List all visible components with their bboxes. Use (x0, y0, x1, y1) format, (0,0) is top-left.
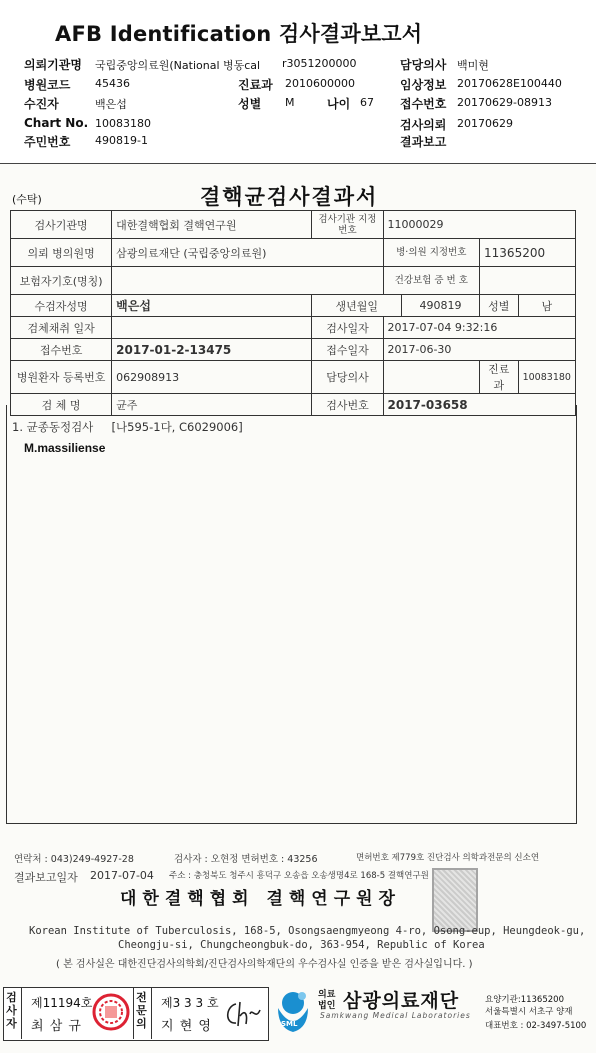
table-label: 검 체 명 (11, 394, 112, 416)
header-label: 검사의뢰 (400, 118, 447, 132)
table-value: 490819 (402, 295, 480, 317)
tester-license: 제11194호 (31, 996, 93, 1010)
table-value: 균주 (112, 394, 312, 416)
tester-seal-icon (91, 992, 131, 1032)
header-label: 수진자 (24, 97, 59, 111)
table-label: 검사기관명 (11, 211, 112, 239)
report-title: 결핵균검사결과서 (200, 184, 379, 209)
table-row (11, 339, 576, 361)
table-value (383, 361, 480, 394)
table-value: 남 (518, 295, 575, 317)
header-value: r3051200000 (282, 57, 357, 70)
table-row (11, 267, 576, 295)
header-label: 병원코드 (24, 78, 71, 92)
table-label: 접수번호 (11, 339, 112, 361)
contact-text: 연락처 : 043)249-4927-28 (14, 854, 134, 865)
specialist-license: 제3 3 3 호 (161, 996, 219, 1010)
table-label: 담당의사 (312, 361, 383, 394)
page-title: AFB Identification 검사결과보고서 (55, 22, 423, 46)
report-date: 2017-07-04 (90, 869, 154, 882)
header-value: 백은섭 (95, 98, 127, 111)
table-label: 성별 (480, 295, 519, 317)
company-info-phone: 대표번호 : 02-3497-5100 (485, 1021, 587, 1031)
header-value: 20170628E100440 (457, 77, 562, 90)
table-label: 수검자성명 (11, 295, 112, 317)
header-label: 진료과 (238, 78, 273, 92)
header-value: 67 (360, 96, 374, 109)
sml-logo-text: SML (281, 1020, 298, 1028)
result-test-line: 1. 균종동정검사 [나595-1다, C6029006] (12, 420, 243, 434)
header-label: 성별 (238, 97, 262, 111)
header-value: 20170629-08913 (457, 96, 552, 109)
address-short: 주소 : 충청북도 청주시 흥덕구 오송읍 오송생명4로 168-5 결핵연구원 (169, 871, 429, 881)
signature-scribble-icon (222, 996, 264, 1032)
table-value: 2017-07-04 9:32:16 (383, 317, 576, 339)
table-row (11, 361, 576, 394)
table-label: 보험자기호(명칭) (11, 267, 112, 295)
company-name: 삼광의료재단 (343, 990, 460, 1012)
institute-name: 대한결핵협회 결핵연구원장 (120, 889, 401, 909)
tester-name: 최 삼 규 (31, 1019, 82, 1034)
header-label: 결과보고 (400, 135, 447, 149)
table-value: 10083180 (518, 361, 575, 394)
table-value: 2017-01-2-13475 (112, 339, 312, 361)
table-value (112, 267, 383, 295)
table-label: 진료과 (480, 361, 519, 394)
table-label: 병·의원 지정번호 (383, 239, 480, 267)
table-row (11, 295, 576, 317)
company-english: Samkwang Medical Laboratories (320, 1011, 471, 1020)
english-address-line1: Korean Institute of Tuberculosis, 168-5, Osongsaengmyeong 4-ro, Osong-eup, Heungdeok-gu, (29, 925, 586, 937)
certification-note: ( 본 검사실은 대한진단검사의학회/진단검사의학재단의 우수검사실 인증을 받은 검사실입니다. ) (56, 959, 473, 970)
header-label: 나이 (327, 97, 351, 111)
table-label: 건강보험 증 번 호 (383, 267, 480, 295)
header-value: 2010600000 (285, 77, 355, 90)
divider (21, 987, 22, 1039)
divider (133, 987, 134, 1039)
table-value: 11365200 (480, 239, 576, 267)
table-row (11, 239, 576, 267)
header-value: 20170629 (457, 117, 513, 130)
table-label: 검사일자 (312, 317, 383, 339)
table-value (480, 267, 576, 295)
header-value: 10083180 (95, 117, 151, 130)
table-value: 대한결핵협회 결핵연구원 (112, 211, 312, 239)
header-value: 490819-1 (95, 134, 148, 147)
table-value: 2017-06-30 (383, 339, 576, 361)
consignment-label: (수탁) (12, 193, 42, 206)
table-label: 검체채취 일자 (11, 317, 112, 339)
company-prefix: 의료법인 (318, 990, 336, 1011)
tester-label-text: 검사자 (6, 991, 17, 1030)
company-info-address: 서울특별시 서초구 양재 (485, 1007, 573, 1017)
header-value: 국립중앙의료원(National 병동cal (95, 59, 261, 72)
header-label: 주민번호 (24, 135, 71, 149)
header-value: 백미현 (457, 59, 489, 72)
tester-vertical-label (5, 991, 20, 1030)
tester-text: 검사자 : 오현정 면허번호 : 43256 (174, 854, 318, 865)
specialist-text: 면허번호 제779호 진단검사 의학과전문의 신소연 (356, 853, 540, 863)
table-row (11, 211, 576, 239)
table-value: 2017-03658 (383, 394, 576, 416)
header-label: 담당의사 (400, 58, 447, 72)
specialist-label-text: 전문의 (136, 991, 147, 1030)
table-label: 접수일자 (312, 339, 383, 361)
company-info-code: 요양기관:11365200 (485, 995, 564, 1005)
header-label: 접수번호 (400, 97, 447, 111)
table-label: 생년월일 (312, 295, 402, 317)
table-value: 백은섭 (112, 295, 312, 317)
header-value: M (285, 96, 295, 109)
specialist-vertical-label (135, 991, 150, 1030)
header-label: 의뢰기관명 (24, 58, 82, 72)
table-value: 11000029 (383, 211, 576, 239)
header-label: Chart No. (24, 116, 89, 130)
table-value: 062908913 (112, 361, 312, 394)
result-organism: M.massiliense (24, 441, 106, 455)
table-label: 의뢰 병의원명 (11, 239, 112, 267)
specialist-name: 지 현 영 (161, 1019, 212, 1034)
header-value: 45436 (95, 77, 130, 90)
table-label: 검사기관 지정번호 (312, 211, 383, 239)
report-info-table (10, 210, 576, 416)
table-label: 병원환자 등록번호 (11, 361, 112, 394)
table-value (112, 317, 312, 339)
table-value: 삼광의료재단 (국립중앙의료원) (112, 239, 383, 267)
table-label: 검사번호 (312, 394, 383, 416)
english-address-line2: Cheongju-si, Chungcheongbuk-do, 363-954, Republic of Korea (118, 939, 485, 951)
header-label: 임상정보 (400, 78, 447, 92)
divider (151, 987, 152, 1039)
result-area (6, 405, 577, 824)
report-date-label: 결과보고일자 (14, 871, 78, 884)
table-row (11, 317, 576, 339)
official-seal (432, 868, 478, 932)
